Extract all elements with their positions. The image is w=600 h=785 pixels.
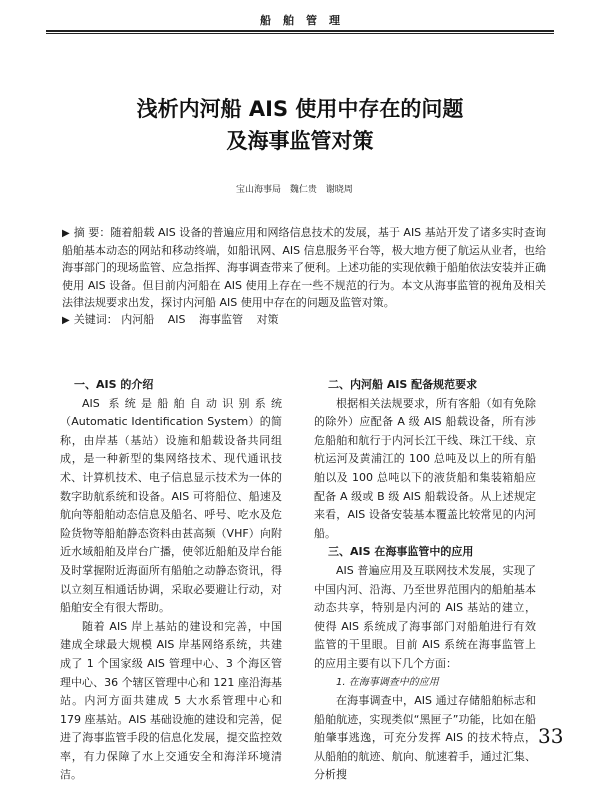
page-number: 33 [538, 724, 564, 748]
keywords-line [62, 311, 546, 329]
left-column [60, 376, 282, 785]
right-column [314, 376, 536, 785]
triangle-marker-icon: ▶ [62, 315, 70, 327]
abstract-block [62, 224, 546, 329]
header-rule-thin [46, 33, 554, 34]
abstract-paragraph [62, 224, 546, 311]
keyword-item: 内河船 [121, 313, 155, 327]
article-title-line1: 浅析内河船 AIS 使用中存在的问题 [136, 97, 464, 121]
section-heading-1: 一、AIS 的介绍 [74, 378, 154, 391]
subsection-heading: 1. 在海事调查中的应用 [336, 676, 439, 688]
running-header: 船舶管理 [260, 14, 352, 27]
keyword-item: 海事监管 [198, 313, 243, 327]
section-heading-3: 三、AIS 在海事监管中的应用 [328, 545, 474, 559]
keywords-label: 关键词： [73, 313, 118, 327]
header-rule-thick [46, 30, 554, 32]
body-paragraph: 在海事调查中，AIS 通过存储船舶标志和船舶航迹，实现类似“黑匣子”功能，比如在船舶肇事逃逸，可充分发挥 AIS 的技术特点，从船舶的航迹、航向、航速着手，通过汇集、分析搜 [314, 694, 536, 782]
abstract-text: 随着船载 AIS 设备的普遍应用和网络信息技术的发展，基于 AIS 基站开发了诸多实时查询船舶基本动态的网站和移动终端，如船讯网、AIS 信息服务平台等，极大地方便了航运从业者，也给海事部门的现场监管、应急指挥、海事调查带来了便利。上述功能的实现依赖于船舶依法安装并正确使用 AIS 设备。但目前内河船在 AIS 使用上存在一些不规范的行为。本文从海事监管的视角及相关法律法规要求出发，探讨内河船 AIS 使用中存在的问题及监管对策。 [62, 226, 546, 309]
article-title-line2: 及海事监管对策 [226, 129, 374, 153]
triangle-marker-icon: ▶ [62, 228, 70, 239]
body-paragraph: AIS 系统是船舶自动识别系统（Automatic Identification System）的简称，由岸基（基站）设施和船载设备共同组成，是一种新型的集网络技术、现代通讯技术、计算机技术、电子信息显示技术为一体的数字助航系统和设备。AIS 可将船位、船速及航向等船舶动态信息及船名、呼号、吃水及危险货物等船舶静态资料由甚高频（VHF）向附近水域船舶及岸台广播，使邻近船舶及岸台能及时掌握附近海面所有船舶之动静态资讯，得以立刻互相通话协调，采取必要避让行动，对船舶安全有很大帮助。 [60, 396, 282, 615]
section-heading-2: 二、内河船 AIS 配备规范要求 [328, 378, 478, 391]
keyword-item: 对策 [256, 313, 279, 327]
body-paragraph: 随着 AIS 岸上基站的建设和完善，中国建成全球最大规模 AIS 岸基网络系统，共建成了 1 个国家级 AIS 管理中心、3 个海区管理中心、36 个辖区管理中心和 121 座沿海基站。内河方面共建成 5 大水系管理中心和 179 座基站。AIS 基础设施的建设和完善，促进了海事监管手段的信息化发展，提交监控效率，有力保障了水上交通安全和海洋环境清洁。 [60, 619, 282, 782]
abstract-label: 摘 要： [73, 226, 111, 239]
body-paragraph: AIS 普遍应用及互联网技术发展，实现了中国内河、沿海、乃至世界范围内的船舶基本动态共享，特别是内河的 AIS 基站的建立，使得 AIS 系统成了海事部门对船舶进行有效监管的干里眼。目前 AIS 系统在海事监管上的应用主要有以下几个方面： [314, 563, 536, 670]
author-line: 宝山海事局 魏仁贵 谢晓周 [236, 185, 353, 195]
keyword-item: AIS [167, 313, 186, 327]
body-paragraph: 根据相关法规要求，所有客船（如有免除的除外）应配备 A 级 AIS 船载设备，所有涉危船舶和航行于内河长江干线、珠江干线、京杭运河及黄浦江的 100 总吨及以上的所有船舶以及 100 总吨以下的液货船和集装箱船应配备 A 级或 B 级 AIS 船载设备。从上述规定来看，AIS 设备安装基本覆盖比较常见的内河船。 [314, 396, 536, 540]
